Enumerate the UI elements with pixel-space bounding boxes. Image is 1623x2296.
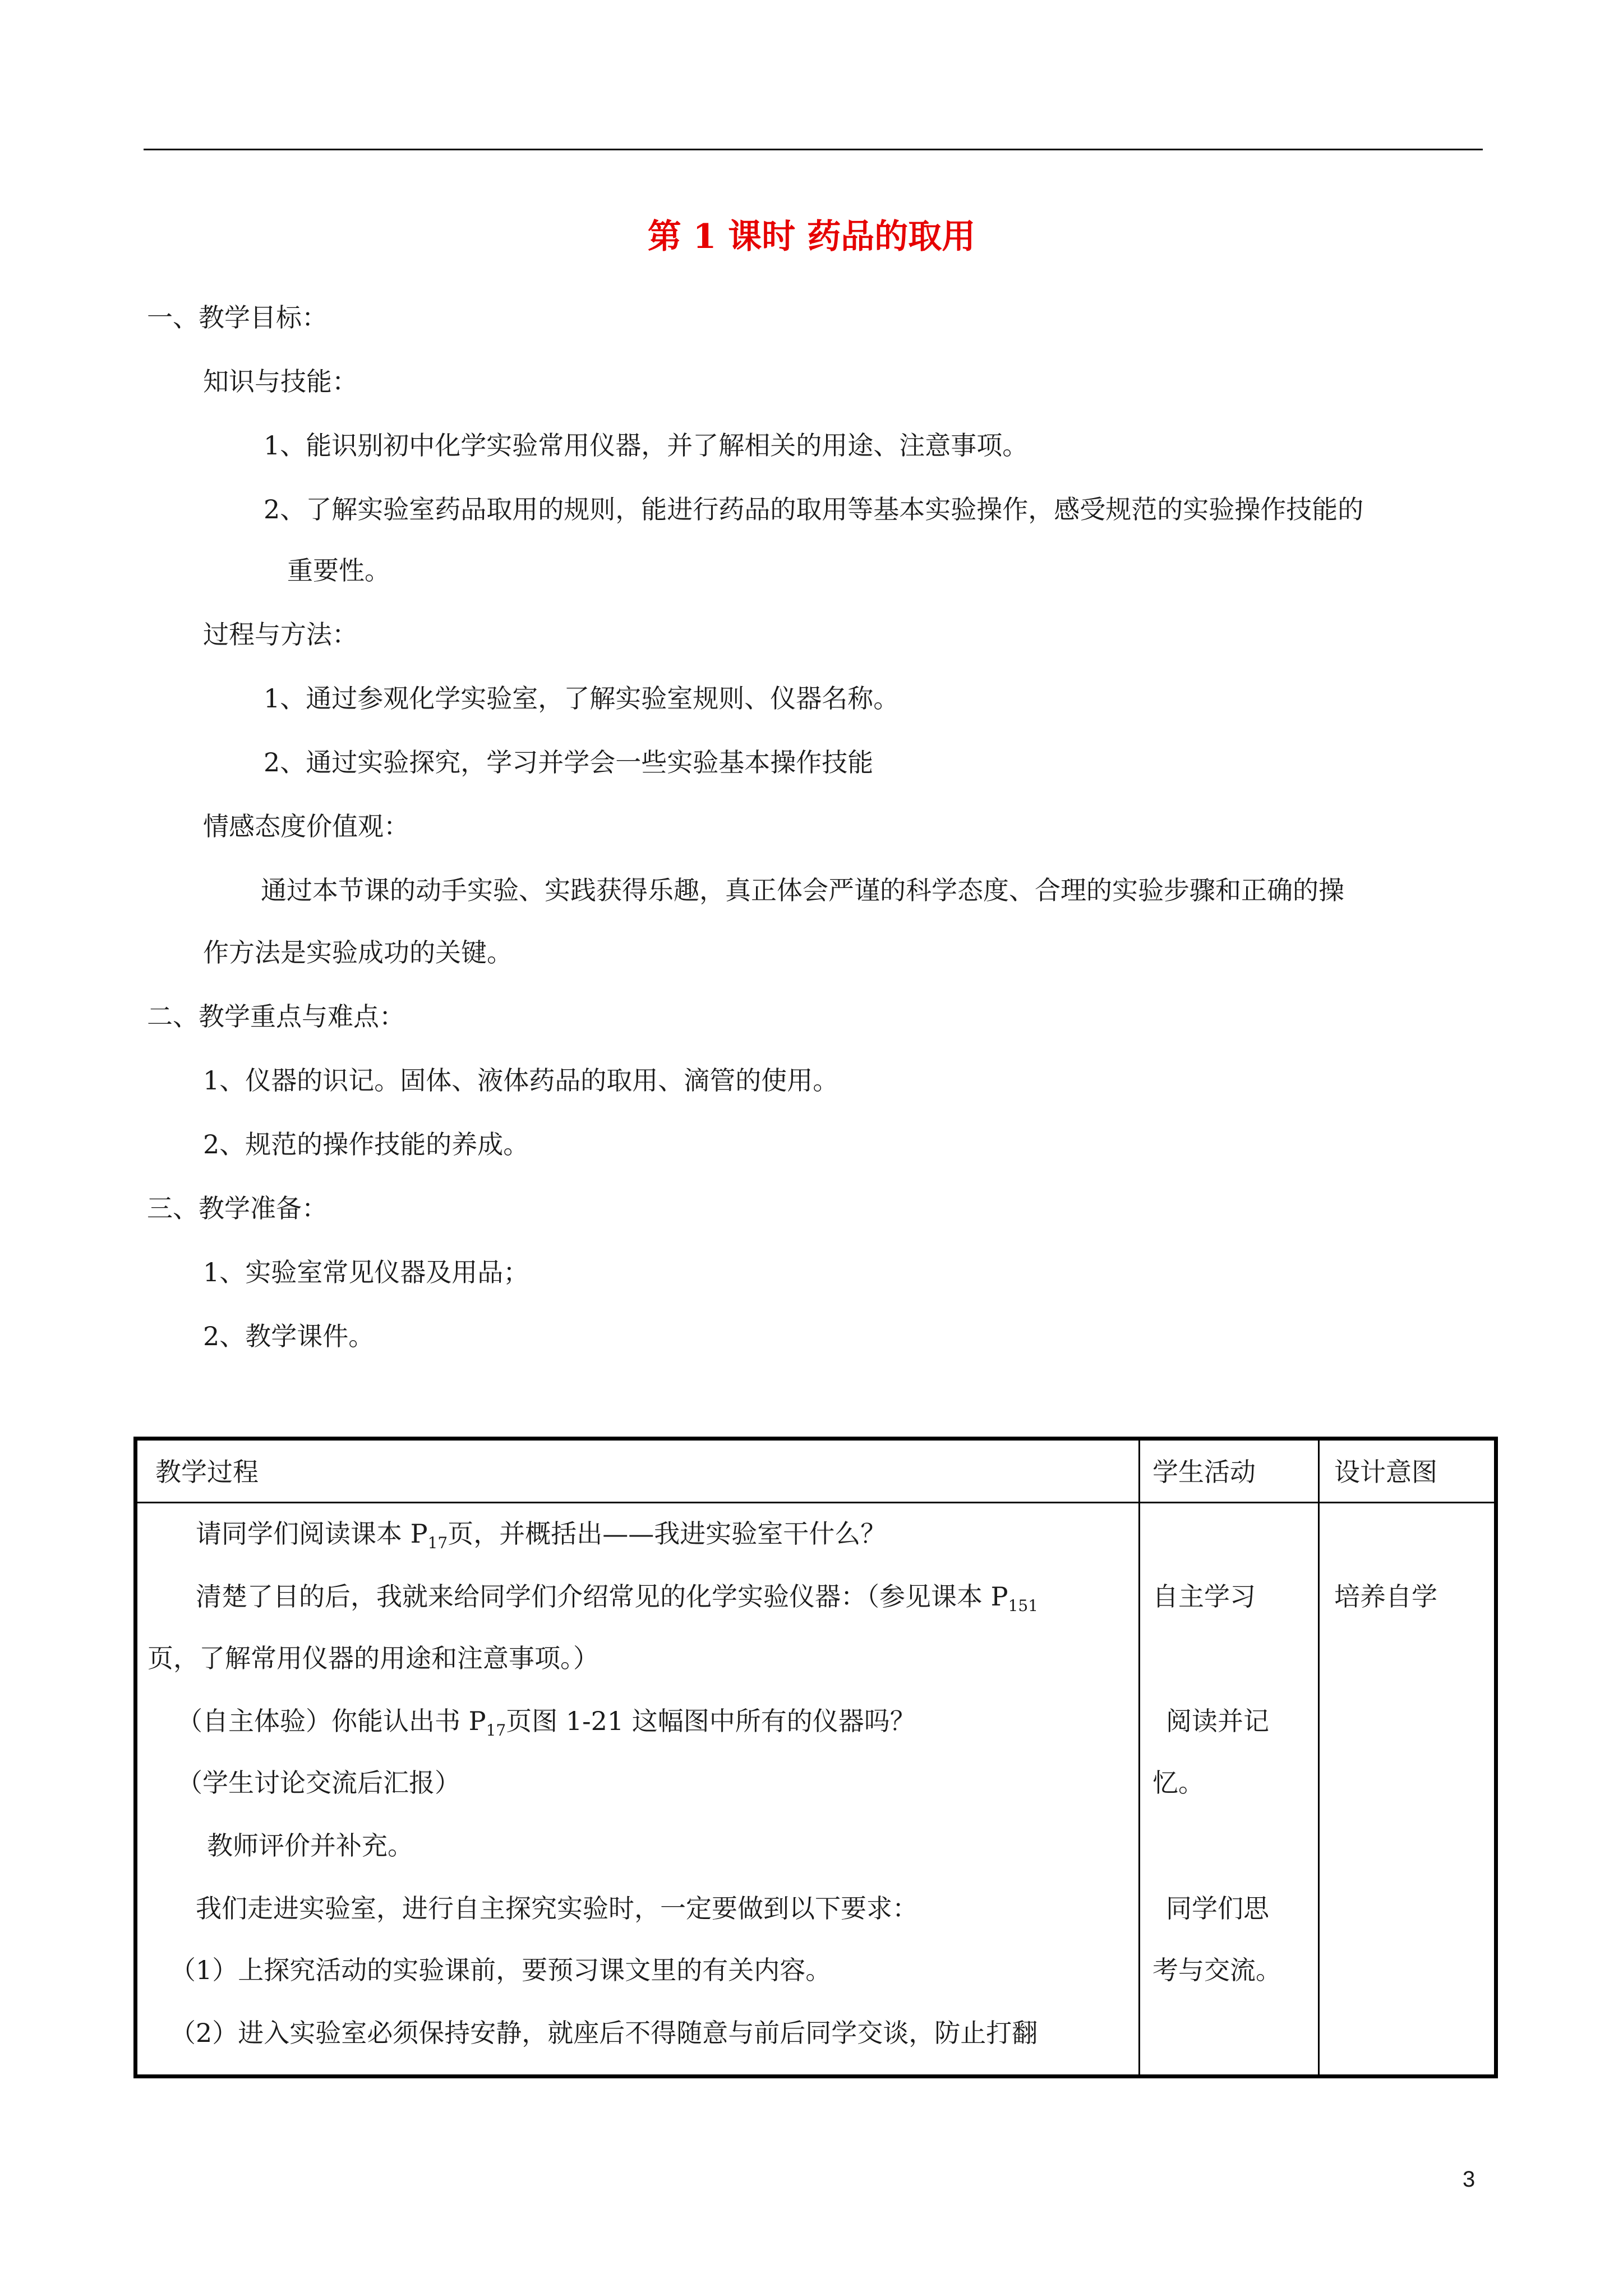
section-heading-keypoints: 二、教学重点与难点： <box>147 1001 405 1032</box>
intent-self-study: 培养自学 <box>1334 1581 1437 1612</box>
subheading-knowledge: 知识与技能： <box>203 366 358 397</box>
header-cell-activity <box>1140 1439 1319 1503</box>
activity-read-memorize-continued: 忆。 <box>1152 1768 1204 1798</box>
table-header-row <box>136 1439 1496 1503</box>
activity-discuss-continued: 考与交流。 <box>1152 1955 1281 1985</box>
intent-cell <box>1319 1503 1496 2077</box>
preparation-item-2: 2、教学课件。 <box>203 1321 375 1351</box>
keypoint-item-1: 1、仪器的识记。固体、液体药品的取用、滴管的使用。 <box>203 1065 839 1096</box>
page-number: 3 <box>1463 2167 1476 2192</box>
activity-discuss: 同学们思 <box>1166 1893 1269 1924</box>
header-activity-label: 学生活动 <box>1152 1457 1256 1487</box>
process-line-3: 页，了解常用仪器的用途和注意事项。） <box>147 1643 599 1673</box>
knowledge-item-2: 2、了解实验室药品取用的规则，能进行药品的取用等基本实验操作，感受规范的实验操作技能的 <box>264 494 1364 524</box>
process-line-9: （2）进入实验室必须保持安静，就座后不得随意与前后同学交谈，防止打翻 <box>170 2018 1038 2048</box>
process-cell <box>136 1503 1140 2077</box>
process-item-1: 1、通过参观化学实验室，了解实验室规则、仪器名称。 <box>264 683 900 714</box>
process-line-1 <box>196 1516 886 1552</box>
teaching-process-table <box>133 1437 1498 2078</box>
table-body-row <box>136 1503 1496 2077</box>
section-heading-goals: 一、教学目标： <box>147 302 328 333</box>
preparation-item-1: 1、实验室常见仪器及用品； <box>203 1257 529 1287</box>
header-cell-process <box>136 1439 1140 1503</box>
page-title: 第 1 课时 药品的取用 <box>647 217 976 256</box>
process-line-7: 我们走进实验室，进行自主探究实验时，一定要做到以下要求： <box>196 1893 918 1924</box>
process-line-2-text: 清楚了目的后，我就来给同学们介绍常见的化学实验仪器：（参见课本 P <box>196 1581 1008 1612</box>
process-line-4-tail: 页图 1-21 这幅图中所有的仪器吗？ <box>506 1706 916 1736</box>
process-line-4-subscript: 17 <box>486 1721 506 1740</box>
knowledge-item-1: 1、能识别初中化学实验常用仪器，并了解相关的用途、注意事项。 <box>264 430 1029 461</box>
activity-cell <box>1140 1503 1319 2077</box>
attitude-paragraph: 通过本节课的动手实验、实践获得乐趣，真正体会严谨的科学态度、合理的实验步骤和正确的操 <box>261 875 1344 905</box>
header-intent-label: 设计意图 <box>1334 1457 1437 1487</box>
subheading-process: 过程与方法： <box>203 619 358 650</box>
process-line-6: 教师评价并补充。 <box>207 1830 413 1861</box>
header-cell-intent <box>1319 1439 1496 1503</box>
process-line-4-text: （自主体验）你能认出书 P <box>177 1706 486 1736</box>
header-rule <box>144 149 1483 150</box>
attitude-paragraph-continued: 作方法是实验成功的关键。 <box>203 937 513 968</box>
process-line-2-subscript: 151 <box>1008 1596 1039 1615</box>
keypoint-item-2: 2、规范的操作技能的养成。 <box>203 1129 529 1159</box>
subheading-attitude: 情感态度价值观： <box>203 811 409 841</box>
process-line-8: （1）上探究活动的实验课前，要预习课文里的有关内容。 <box>170 1955 832 1985</box>
activity-read-memorize: 阅读并记 <box>1166 1706 1269 1736</box>
process-line-2 <box>196 1579 1038 1614</box>
knowledge-item-2-continued: 重要性。 <box>287 555 390 586</box>
process-line-5: （学生讨论交流后汇报） <box>177 1768 460 1798</box>
process-line-1-tail: 页，并概括出——我进实验室干什么？ <box>448 1519 887 1549</box>
header-process-label: 教学过程 <box>155 1457 259 1487</box>
process-item-2: 2、通过实验探究，学习并学会一些实验基本操作技能 <box>264 747 874 777</box>
process-line-1-subscript: 17 <box>427 1534 448 1552</box>
section-heading-preparation: 三、教学准备： <box>147 1193 328 1223</box>
process-line-1-text: 请同学们阅读课本 P <box>196 1519 428 1549</box>
process-line-4 <box>177 1703 916 1739</box>
activity-self-study: 自主学习 <box>1152 1581 1256 1612</box>
